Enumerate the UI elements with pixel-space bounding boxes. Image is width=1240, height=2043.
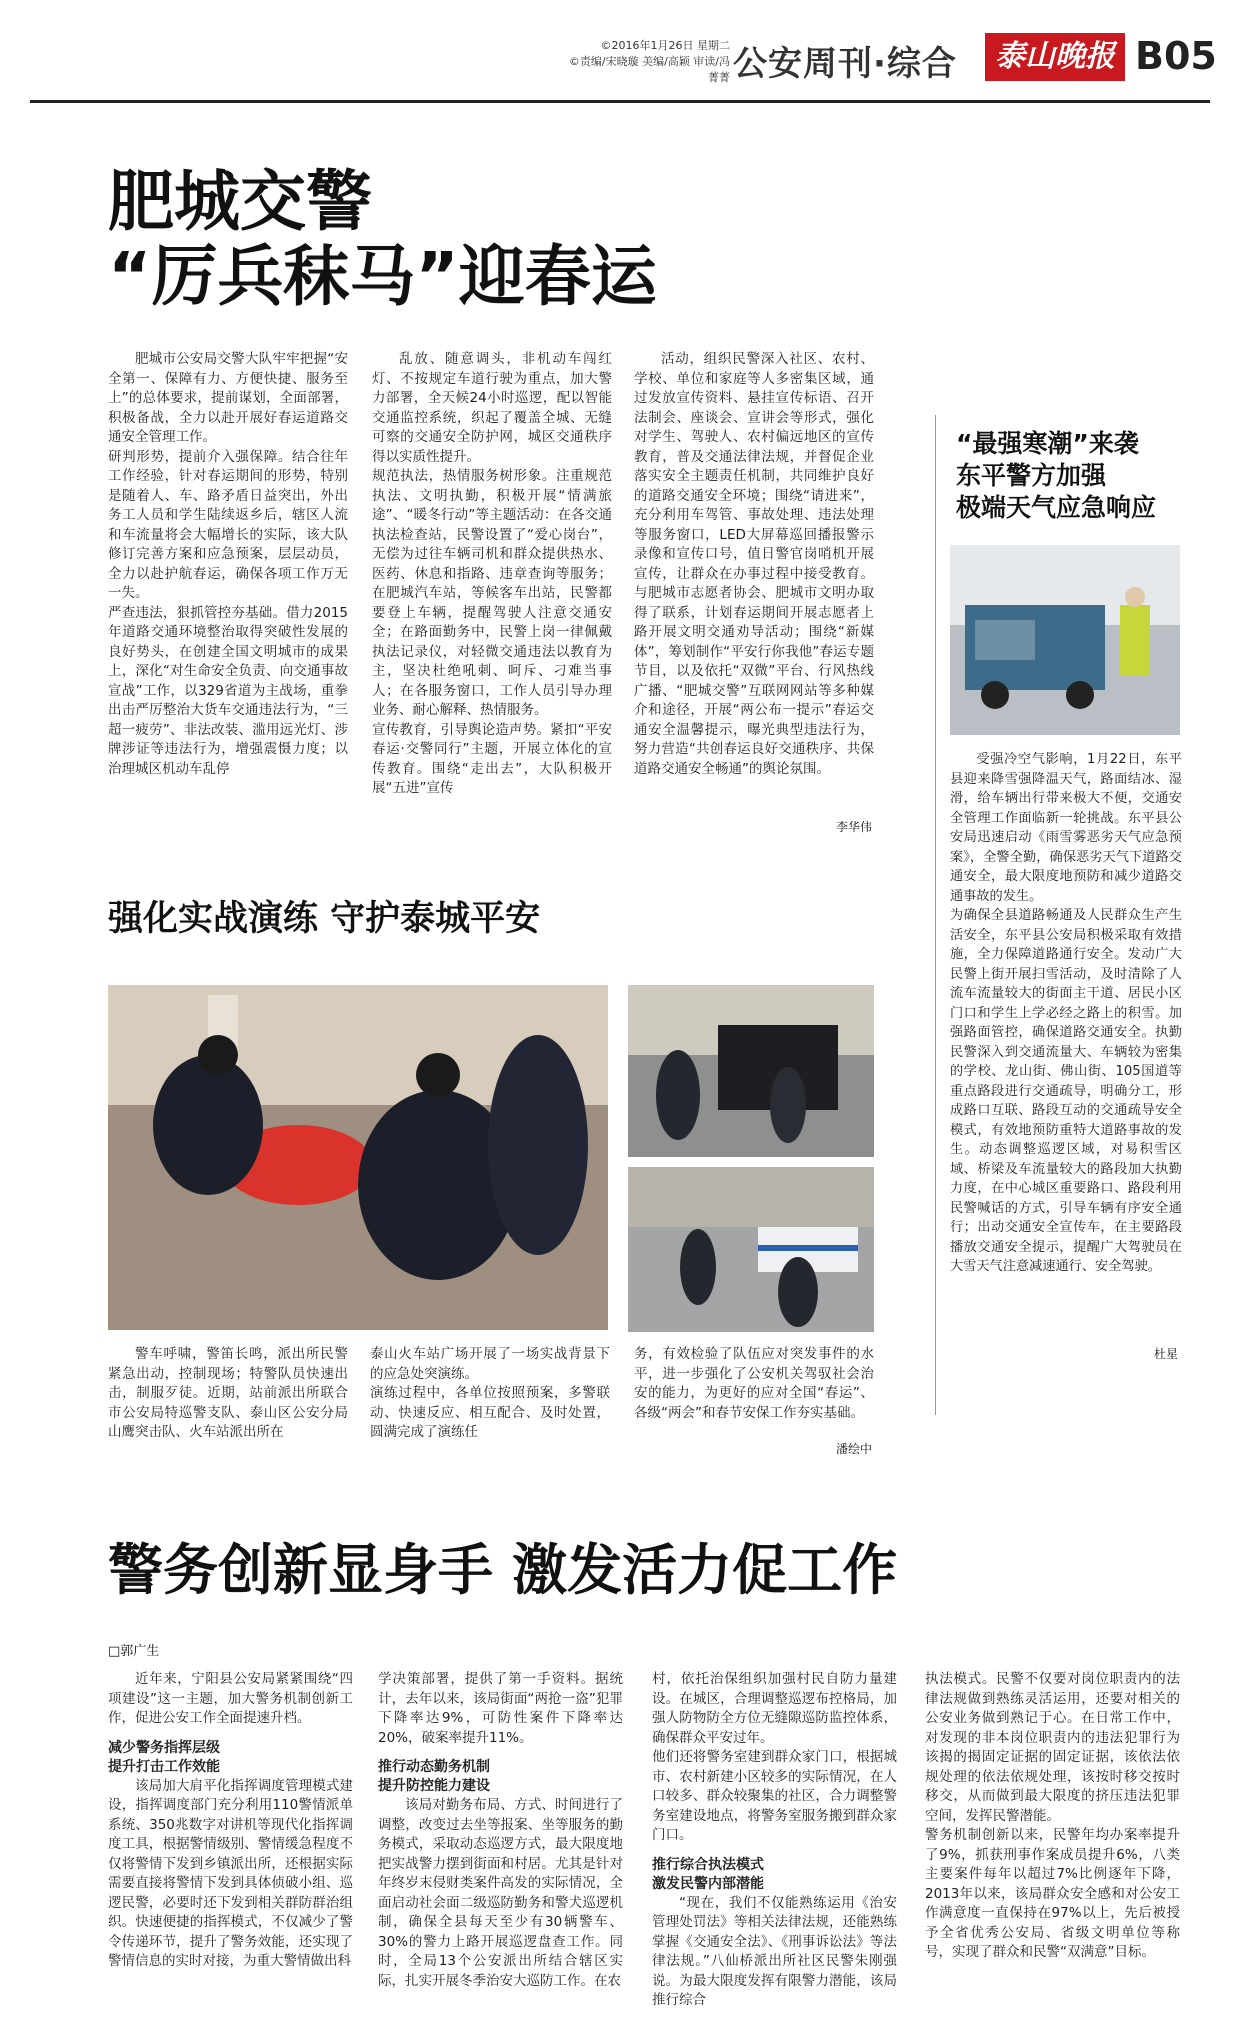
header-meta bbox=[560, 38, 730, 86]
article3-author: □郭广生 bbox=[108, 1644, 160, 1659]
sidebar-body-text: 受强冷空气影响，1月22日，东平县迎来降雪强降温天气，路面结冰、湿滑，给车辆出行带来极大不便，交通安全管理工作面临新一轮挑战。东平县公安局迅速启动《雨雪雾恶劣天气应急预案》，全警全勤，确保恶劣天气下道路交通安全，最大限度地预防和减少道路交通事故的发生。 为确保全县道路畅通及人民群众生产生活安全，东平县公安局积极采取有效措施，全力保障道路通行安全。发动广大民警上街开展扫雪活动，及时清除了人流车流量较大的街面主干道、居民小区门口和学生上学必经之路上的积雪。加强路面管控，确保道路交通安全。执勤民警深入到交通流量大、车辆较为密集的学校、龙山街、佛山街、105国道等重点路段进行交通疏导，明确分工，形成路口互联、路段互动的交通疏导安全模式，有效地预防重特大道路事故的发生。动态调整巡逻区域，对易积雪区域、桥梁及车流量较大的路段加大执勤力度，在中心城区重要路口、路段利用民警喊话的方式，引导车辆有序安全通行；出动交通安全宣传车，在主要路段播放交通安全提示，提醒广大驾驶员在大雪天气注意减速通行、安全驾驶。 bbox=[950, 752, 1182, 1274]
sidebar-body bbox=[950, 750, 1182, 1340]
newspaper-logo: 泰山晚报 bbox=[985, 33, 1125, 81]
article3-col4 bbox=[925, 1670, 1180, 2035]
article3-col3-a: 村，依托治保组织加强村民自防力量建设。在城区，合理调整巡逻布控格局，加强人防物防全方位无缝隙巡防监控体系，确保群众平安过年。 他们还将警务室建到群众家门口，根据城市、农村新建小区较多的实际情况，在人口较多、群众较聚集的社区，合力调整警务室建设地点，将警务室服务搬到群众家门口。 bbox=[652, 1671, 897, 1843]
section-title: 公安周刊·综合 bbox=[733, 44, 957, 84]
article2-col1 bbox=[108, 1345, 348, 1455]
article3-col2-sub2: 提升防控能力建设 bbox=[378, 1778, 490, 1794]
article2-photo-main bbox=[108, 985, 608, 1330]
article1-col1-text: 肥城市公安局交警大队牢牢把握“安全第一、保障有力、方便快捷、服务至上”的总体要求，提前谋划，全面部署，积极备战，全力以赴开展好春运道路交通安全管理工作。 研判形势，提前介入强保障。结合往年工作经验，针对春运期间的形势，特别是随着人、车、路矛盾日益突出，外出务工人员和学生陆续返乡后，辖区人流和车流量将会大幅增长的实际，该大队修订完善方案和应急预案，层层动员，全力以赴护航春运，确保各项工作万无一失。 严查违法，狠抓管控夯基础。借力2015年道路交通环境整治取得突破性发展的良好势头，在创建全国文明城市的成果上，深化“对生命安全负责、向交通事故宣战”工作，以329省道为主战场，重拳出击严厉整治大货车交通违法行为，“三超一疲劳”、非法改装、滥用远光灯、涉牌涉证等违法行为，增强震慑力度；以治理城区机动车乱停 bbox=[108, 351, 348, 777]
header-rule bbox=[30, 100, 1210, 103]
article1-byline: 李华伟 bbox=[835, 820, 872, 834]
drill-arrest-image bbox=[108, 985, 608, 1330]
article1-title-line2: “厉兵秣马”迎春运 bbox=[108, 238, 657, 315]
article2-col2-text: 泰山火车站广场开展了一场实战背景下的应急处突演练。 演练过程中，各单位按照预案，多警联动、快速反应、相互配合、及时处置，圆满完成了演练任 bbox=[370, 1346, 610, 1440]
article2-col3 bbox=[634, 1345, 874, 1440]
article2-photo-bottom-right bbox=[628, 1167, 874, 1332]
article3-col3 bbox=[652, 1670, 897, 2035]
police-car-image bbox=[628, 1167, 874, 1332]
sidebar-title bbox=[956, 428, 1156, 524]
article3-col2 bbox=[378, 1670, 623, 2035]
article2-col1-text: 警车呼啸，警笛长鸣，派出所民警紧急出动，控制现场；特警队员快速出击，制服歹徒。近期，站前派出所联合市公安局特巡警支队、泰山区公安分局山鹰突击队、火车站派出所在 bbox=[108, 1346, 348, 1440]
article2-photo-top-right bbox=[628, 985, 874, 1157]
article3-col2-a: 学决策部署，提供了第一手资料。据统计，去年以来，该局街面“两抢一盗”犯罪下降率达9%，可防性案件下降率达20%，破案率提升11%。 bbox=[378, 1671, 623, 1746]
article3-col1-sub1: 减少警务指挥层级 bbox=[108, 1739, 220, 1756]
sidebar-photo-snow-traffic bbox=[950, 545, 1180, 735]
article3-col3-body: “现在，我们不仅能熟练运用《治安管理处罚法》等相关法律法规，还能熟练掌握《交通安全法》、《刑事诉讼法》等法律法规。”八仙桥派出所社区民警朱刚强说。为最大限度发挥有限警力潜能，该局推行综合 bbox=[652, 1894, 897, 2008]
article3-col1-sub2: 提升打击工作效能 bbox=[108, 1758, 220, 1775]
article2-col3-text: 务，有效检验了队伍应对突发事件的水平，进一步强化了公安机关驾驭社会治安的能力，为更好的应对全国“春运”、各级“两会”和春节安保工作夯实基础。 bbox=[634, 1346, 874, 1421]
article3-col2-body: 该局对勤务布局、方式、时间进行了调整，改变过去坐等报案、坐等服务的勤务模式，采取动态巡逻方式，最大限度地把实战警力摆到街面和村居。尤其是针对年终岁末侵财类案件高发的实际情况，全面启动社会面二级巡防勤务和警犬巡逻机制，确保全县每天至少有30辆警车、30%的警力上路开展巡逻盘查工作。同时，全局13个公安派出所结合辖区实际，扎实开展冬季治安大巡防工作。在农 bbox=[378, 1797, 623, 1989]
article3-col1 bbox=[108, 1670, 353, 2035]
article3-col1-body: 该局加大肩平化指挥调度管理模式建设，指挥调度部门充分利用110警情派单系统、350兆数字对讲机等现代化指挥调度工具，根据警情级别、警情缓急程度不仅将警情下发到乡镇派出所，还根据实际需要直接将警情下发到具体侦破小组、巡逻民警，必要时还下发到相关群防群治组织。快速便捷的指挥模式，不仅减少了警令传递环节，提升了警务效能，还实现了警情信息的实时对接，为重大警情做出科 bbox=[108, 1777, 353, 1969]
article3-col4-text: 执法模式。民警不仅要对岗位职责内的法律法规做到熟练灵活运用，还要对相关的公安业务做到熟记于心。在日常工作中，对发现的非本岗位职责内的违法犯罪行为该揭的揭固定证据的固定证据，该依法依规处理的依法依规处理，该按时移交按时移交，从而做到最大限度的挤压违法犯罪空间，发挥民警潜能。 警务机制创新以来，民警年均办案率提升了9%，抓获刑事作案成员提升6%，八类主要案件每年以超过7%比例逐年下降，2013年以来，该局群众安全感和对公安工作满意度一直保持在97%以上，先后被授予全省优秀公安局、省级文明单位等称号，实现了群众和民警“双满意”目标。 bbox=[925, 1671, 1180, 1960]
swat-vehicle-image bbox=[628, 985, 874, 1157]
date-line: ©2016年1月26日 星期二 bbox=[600, 39, 730, 52]
sidebar-title-line2: 东平警方加强 bbox=[956, 461, 1107, 490]
article1-col3-text: 活动，组织民警深入社区、农村、学校、单位和家庭等人多密集区域，通过发放宣传资料、悬挂宣传标语、召开法制会、座谈会、宣讲会等形式，强化对学生、驾驶人、农村偏远地区的宣传教育，普及交通法律法规，并督促企业落实安全主题责任机制，共同维护良好的道路交通安全环境；围绕“请进来”，充分利用车驾管、事故处理、违法处理等服务窗口，LED大屏幕巡回播报警示录像和宣传口号，值日警官岗哨机开展宣传，让群众在办事过程中接受教育。与肥城市志愿者协会、肥城市文明办取得了联系，计划春运期间开展志愿者上路开展文明交通劝导活动；围绕“新媒体”，筹划制作“平安行你我他”春运专题节目，以及依托“双微”平台、行风热线广播、“肥城交警”互联网网站等多种媒介和途径，开展“两公布一提示”春运交通安全温馨提示，曝光典型违法行为，努力营造“共创春运良好交通秩序、共保道路交通安全畅通”的舆论氛围。 bbox=[634, 351, 874, 777]
article3-title: 警务创新显身手 激发活力促工作 bbox=[108, 1538, 898, 1602]
sidebar-title-line3: 极端天气应急响应 bbox=[956, 493, 1157, 522]
article1-col2 bbox=[372, 350, 612, 835]
sidebar-divider bbox=[935, 415, 936, 1415]
article3-col1-intro: 近年来，宁阳县公安局紧紧围绕“四项建设”这一主题，加大警务机制创新工作，促进公安工作全面提速升档。 bbox=[108, 1671, 353, 1726]
article3-col2-sub1: 推行动态勤务机制 bbox=[378, 1759, 490, 1775]
page-number: B05 bbox=[1135, 34, 1217, 78]
article3-col3-sub2: 激发民警内部潜能 bbox=[652, 1875, 764, 1892]
article2-title: 强化实战演练 守护泰城平安 bbox=[108, 899, 541, 939]
article2-byline: 潘绘中 bbox=[835, 1442, 872, 1456]
snow-scene-image bbox=[950, 545, 1180, 735]
sidebar-byline: 杜星 bbox=[1153, 1347, 1178, 1361]
sidebar-title-line1: “最强寒潮”来袭 bbox=[956, 429, 1139, 458]
article1-col3 bbox=[634, 350, 874, 820]
staff-line: ©责编/宋晓璇 美编/高颖 审读/冯菁菁 bbox=[568, 55, 730, 84]
article1-col1 bbox=[108, 350, 348, 835]
article3-col3-sub1: 推行综合执法模式 bbox=[652, 1856, 764, 1873]
article1-col2-text: 乱放、随意调头，非机动车闯红灯、不按规定车道行驶为重点，加大警力部署，全天候24小时巡逻，配以智能交通监控系统，织起了覆盖全城、无缝可察的交通安全防护网，城区交通秩序得以实质性提升。 规范执法，热情服务树形象。注重规范执法、文明执勤，积极开展“情满旅途”、“暖冬行动”等主题活动：在各交通执法检查站，民警设置了“爱心岗台”，无偿为过往车辆司机和群众提供热水、医药、休息和指路、违章查询等服务；在肥城汽车站，等候客车出站，民警都要登上车辆，提醒驾驶人注意交通安全；在路面勤务中，民警上岗一律佩戴执法记录仪，对轻微交通违法以教育为主，坚决杜绝吼刺、呵斥、刁难当事人；在各服务窗口，工作人员引导办理业务、耐心解释、热情服务。 宣传教育，引导舆论造声势。紧扣“平安春运·交警同行”主题，开展立体化的宣传教育。围绕“走出去”，大队积极开展“五进”宣传 bbox=[372, 351, 612, 796]
article1-title-line1: 肥城交警 bbox=[108, 163, 372, 240]
article2-col2 bbox=[370, 1345, 610, 1455]
